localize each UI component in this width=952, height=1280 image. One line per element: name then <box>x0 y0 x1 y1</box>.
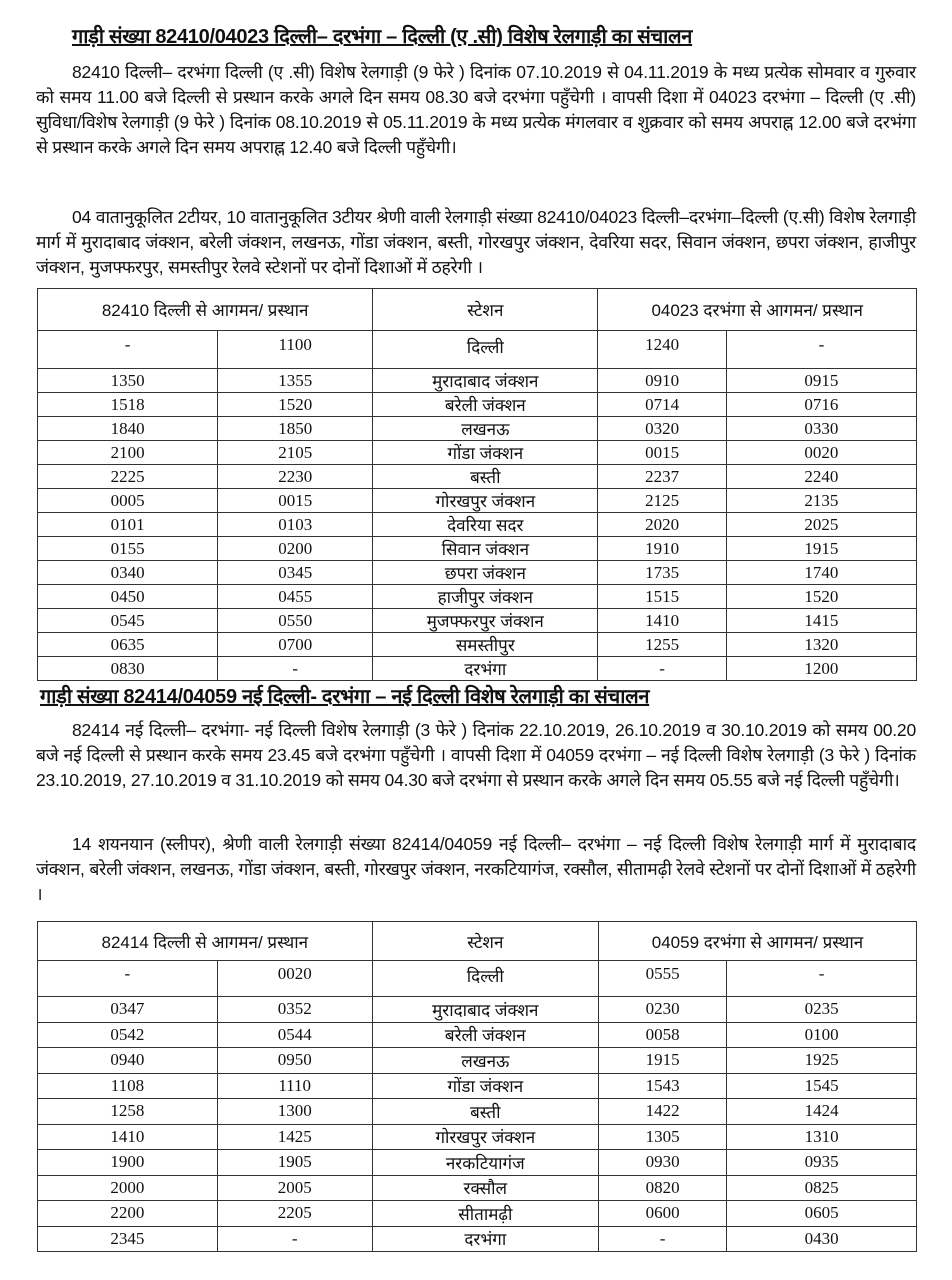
outbound-arrival: 0340 <box>38 561 218 585</box>
table-row <box>38 513 917 537</box>
outbound-departure: 0352 <box>217 997 372 1023</box>
return-departure: 1520 <box>726 585 916 609</box>
return-arrival: 0230 <box>599 997 727 1023</box>
station-name: गोंडा जंक्शन <box>373 441 598 465</box>
table-row <box>38 1073 917 1099</box>
outbound-arrival: 0101 <box>38 513 218 537</box>
return-departure: 2025 <box>726 513 916 537</box>
return-arrival: 1255 <box>598 633 726 657</box>
outbound-arrival: 0005 <box>38 489 218 513</box>
table-row <box>38 393 917 417</box>
outbound-departure: 1520 <box>218 393 373 417</box>
outbound-departure: 1110 <box>217 1073 372 1099</box>
return-arrival: 1410 <box>598 609 726 633</box>
table-row <box>38 1201 917 1227</box>
return-departure: 1545 <box>727 1073 917 1099</box>
outbound-arrival: 1108 <box>38 1073 218 1099</box>
table-row <box>38 331 917 369</box>
outbound-departure: 2205 <box>217 1201 372 1227</box>
table-row <box>38 369 917 393</box>
station-name: हाजीपुर जंक्शन <box>373 585 598 609</box>
table-row <box>38 657 917 681</box>
schedule-paragraph: 82410 दिल्ली– दरभंगा दिल्ली (ए .सी) विशेष रेलगाड़ी (9 फेरे ) दिनांक 07.10.2019 से 04.11.2019 के मध्य प्रत्येक सोमवार व गुरुवार को समय 11.00 बजे दिल्ली से प्रस्थान करके अगले दिन समय 08.30 बजे दरभंगा पहुँचेगी । वापसी दिशा में 04023 दरभंगा – दिल्ली (ए .सी) सुविधा/विशेष रेलगाड़ी (9 फेरे ) दिनांक 08.10.2019 से 05.11.2019 के मध्य प्रत्येक मंगलवार व शुक्रवार को समय अपराह्न 12.00 बजे दरभंगा से प्रस्थान करके अगले दिन समय अपराह्न 12.40 बजे दिल्ली पहुँचेगी। <box>36 62 916 157</box>
outbound-arrival: - <box>38 961 218 997</box>
table-row <box>38 441 917 465</box>
outbound-departure: 1905 <box>217 1150 372 1176</box>
outbound-departure: 2230 <box>218 465 373 489</box>
outbound-departure: 1425 <box>217 1124 372 1150</box>
return-arrival: 1910 <box>598 537 726 561</box>
return-departure: 0430 <box>727 1226 917 1252</box>
outbound-departure: 1300 <box>217 1099 372 1125</box>
station-name: गोरखपुर जंक्शन <box>373 489 598 513</box>
section-heading: गाड़ी संख्या 82414/04059 नई दिल्ली- दरभंगा – नई दिल्ली विशेष रेलगाड़ी का संचालन <box>40 686 650 708</box>
outbound-arrival: 2200 <box>38 1201 218 1227</box>
station-name: लखनऊ <box>372 1048 598 1074</box>
station-name: बस्ती <box>372 1099 598 1125</box>
table-row <box>38 1226 917 1252</box>
table-row <box>38 417 917 441</box>
station-name: बरेली जंक्शन <box>372 1022 598 1048</box>
station-name: बरेली जंक्शन <box>373 393 598 417</box>
outbound-departure: 0700 <box>218 633 373 657</box>
return-departure: 1415 <box>726 609 916 633</box>
return-departure: 0235 <box>727 997 917 1023</box>
outbound-departure: 2105 <box>218 441 373 465</box>
outbound-departure: 0950 <box>217 1048 372 1074</box>
station-name: देवरिया सदर <box>373 513 598 537</box>
outbound-arrival: 1410 <box>38 1124 218 1150</box>
outbound-arrival: 0545 <box>38 609 218 633</box>
return-arrival: 0820 <box>599 1175 727 1201</box>
return-departure: 0935 <box>727 1150 917 1176</box>
station-name: लखनऊ <box>373 417 598 441</box>
outbound-departure: - <box>218 657 373 681</box>
return-arrival: 0910 <box>598 369 726 393</box>
station-name: बस्ती <box>373 465 598 489</box>
header-return: 04059 दरभंगा से आगमन/ प्रस्थान <box>599 922 917 961</box>
table-row <box>38 1150 917 1176</box>
outbound-departure: 0103 <box>218 513 373 537</box>
outbound-departure: 1355 <box>218 369 373 393</box>
outbound-departure: 0200 <box>218 537 373 561</box>
return-departure: 1320 <box>726 633 916 657</box>
table-row <box>38 465 917 489</box>
outbound-departure: 1850 <box>218 417 373 441</box>
return-arrival: 0015 <box>598 441 726 465</box>
return-departure: 2135 <box>726 489 916 513</box>
section-heading: गाड़ी संख्या 82410/04023 दिल्ली– दरभंगा – दिल्ली (ए .सी) विशेष रेलगाड़ी का संचालन <box>72 26 693 48</box>
station-name: समस्तीपुर <box>373 633 598 657</box>
outbound-arrival: 0347 <box>38 997 218 1023</box>
outbound-arrival: 1258 <box>38 1099 218 1125</box>
timetable-82414 <box>37 921 917 1252</box>
outbound-departure: 0020 <box>217 961 372 997</box>
outbound-departure: 0455 <box>218 585 373 609</box>
table-row <box>38 609 917 633</box>
station-name: छपरा जंक्शन <box>373 561 598 585</box>
return-arrival: 1543 <box>599 1073 727 1099</box>
return-departure: 1740 <box>726 561 916 585</box>
return-departure: 1915 <box>726 537 916 561</box>
return-arrival: 0714 <box>598 393 726 417</box>
table-row <box>38 585 917 609</box>
return-departure: 0330 <box>726 417 916 441</box>
return-arrival: 1515 <box>598 585 726 609</box>
outbound-arrival: 2100 <box>38 441 218 465</box>
outbound-arrival: 2225 <box>38 465 218 489</box>
station-name: नरकटियागंज <box>372 1150 598 1176</box>
outbound-departure: 0015 <box>218 489 373 513</box>
station-name: मुरादाबाद जंक्शन <box>373 369 598 393</box>
table-row <box>38 997 917 1023</box>
header-station: स्टेशन <box>373 289 598 331</box>
return-departure: 1200 <box>726 657 916 681</box>
station-name: रक्सौल <box>372 1175 598 1201</box>
station-name: दरभंगा <box>372 1226 598 1252</box>
return-arrival: - <box>598 657 726 681</box>
return-arrival: 0320 <box>598 417 726 441</box>
outbound-departure: 2005 <box>217 1175 372 1201</box>
stoppage-paragraph: 14 शयनयान (स्लीपर), श्रेणी वाली रेलगाड़ी संख्या 82414/04059 नई दिल्ली– दरभंगा – नई दिल्ली विशेष रेलगाड़ी मार्ग में मुरादाबाद जंक्शन, बरेली जंक्शन, लखनऊ, गोंडा जंक्शन, बस्ती, गोरखपुर जंक्शन, नरकटियागंज, रक्सौल, सीतामढ़ी रेलवे स्टेशनों पर दोनों दिशाओं में ठहरेगी । <box>36 834 916 904</box>
return-arrival: 0600 <box>599 1201 727 1227</box>
outbound-departure: 0544 <box>217 1022 372 1048</box>
outbound-arrival: 1350 <box>38 369 218 393</box>
header-station: स्टेशन <box>372 922 598 961</box>
table-row <box>38 961 917 997</box>
outbound-arrival: 0830 <box>38 657 218 681</box>
return-departure: 0100 <box>727 1022 917 1048</box>
station-name: दरभंगा <box>373 657 598 681</box>
table-row <box>38 633 917 657</box>
return-departure: - <box>726 331 916 369</box>
return-departure: 1925 <box>727 1048 917 1074</box>
outbound-arrival: 0542 <box>38 1022 218 1048</box>
return-departure: 0020 <box>726 441 916 465</box>
return-departure: 2240 <box>726 465 916 489</box>
table-row <box>38 489 917 513</box>
outbound-departure: 0345 <box>218 561 373 585</box>
outbound-departure: 1100 <box>218 331 373 369</box>
return-arrival: 0058 <box>599 1022 727 1048</box>
station-name: गोंडा जंक्शन <box>372 1073 598 1099</box>
return-arrival: 1305 <box>599 1124 727 1150</box>
station-name: दिल्ली <box>372 961 598 997</box>
outbound-arrival: 0155 <box>38 537 218 561</box>
return-arrival: 1735 <box>598 561 726 585</box>
return-departure: 0915 <box>726 369 916 393</box>
table-row <box>38 1048 917 1074</box>
outbound-arrival: 1518 <box>38 393 218 417</box>
outbound-arrival: 2345 <box>38 1226 218 1252</box>
station-name: मुरादाबाद जंक्शन <box>372 997 598 1023</box>
table-row <box>38 561 917 585</box>
return-arrival: 1915 <box>599 1048 727 1074</box>
station-name: गोरखपुर जंक्शन <box>372 1124 598 1150</box>
return-departure: 0605 <box>727 1201 917 1227</box>
table-row <box>38 1022 917 1048</box>
table-row <box>38 1175 917 1201</box>
station-name: सिवान जंक्शन <box>373 537 598 561</box>
return-arrival: 1422 <box>599 1099 727 1125</box>
outbound-arrival: 1840 <box>38 417 218 441</box>
return-departure: 0825 <box>727 1175 917 1201</box>
return-arrival: 2020 <box>598 513 726 537</box>
header-return: 04023 दरभंगा से आगमन/ प्रस्थान <box>598 289 917 331</box>
return-arrival: 0555 <box>599 961 727 997</box>
return-departure: 1310 <box>727 1124 917 1150</box>
return-departure: - <box>727 961 917 997</box>
return-arrival: 2125 <box>598 489 726 513</box>
outbound-arrival: 0635 <box>38 633 218 657</box>
outbound-arrival: 0450 <box>38 585 218 609</box>
header-outbound: 82410 दिल्ली से आगमन/ प्रस्थान <box>38 289 373 331</box>
table-row <box>38 537 917 561</box>
timetable-82410 <box>37 288 917 681</box>
outbound-arrival: 1900 <box>38 1150 218 1176</box>
return-arrival: 0930 <box>599 1150 727 1176</box>
outbound-departure: - <box>217 1226 372 1252</box>
return-arrival: - <box>599 1226 727 1252</box>
return-arrival: 2237 <box>598 465 726 489</box>
outbound-arrival: 2000 <box>38 1175 218 1201</box>
outbound-departure: 0550 <box>218 609 373 633</box>
table-row <box>38 1099 917 1125</box>
station-name: सीतामढ़ी <box>372 1201 598 1227</box>
schedule-paragraph: 82414 नई दिल्ली– दरभंगा- नई दिल्ली विशेष रेलगाड़ी (3 फेरे ) दिनांक 22.10.2019, 26.10.2019 व 30.10.2019 को समय 00.20 बजे नई दिल्ली से प्रस्थान करके समय 23.45 बजे दरभंगा पहुँचेगी । वापसी दिशा में 04059 दरभंगा – नई दिल्ली विशेष रेलगाड़ी (3 फेरे ) दिनांक 23.10.2019, 27.10.2019 व 31.10.2019 को समय 04.30 बजे दरभंगा से प्रस्थान करके अगले दिन समय 05.55 बजे नई दिल्ली पहुँचेगी। <box>36 720 916 790</box>
stoppage-paragraph: 04 वातानुकूलित 2टीयर, 10 वातानुकूलित 3टीयर श्रेणी वाली रेलगाड़ी संख्या 82410/04023 दिल्ली–दरभंगा–दिल्ली (ए.सी) विशेष रेलगाड़ी मार्ग में मुरादाबाद जंक्शन, बरेली जंक्शन, लखनऊ, गोंडा जंक्शन, बस्ती, गोरखपुर जंक्शन, देवरिया सदर, सिवान जंक्शन, छपरा जंक्शन, हाजीपुर जंक्शन, मुजफ्फरपुर, समस्तीपुर रेलवे स्टेशनों पर दोनों दिशाओं में ठहरेगी । <box>36 207 916 277</box>
return-departure: 0716 <box>726 393 916 417</box>
return-departure: 1424 <box>727 1099 917 1125</box>
return-arrival: 1240 <box>598 331 726 369</box>
table-row <box>38 1124 917 1150</box>
station-name: मुजफ्फरपुर जंक्शन <box>373 609 598 633</box>
outbound-arrival: 0940 <box>38 1048 218 1074</box>
outbound-arrival: - <box>38 331 218 369</box>
header-outbound: 82414 दिल्ली से आगमन/ प्रस्थान <box>38 922 373 961</box>
station-name: दिल्ली <box>373 331 598 369</box>
